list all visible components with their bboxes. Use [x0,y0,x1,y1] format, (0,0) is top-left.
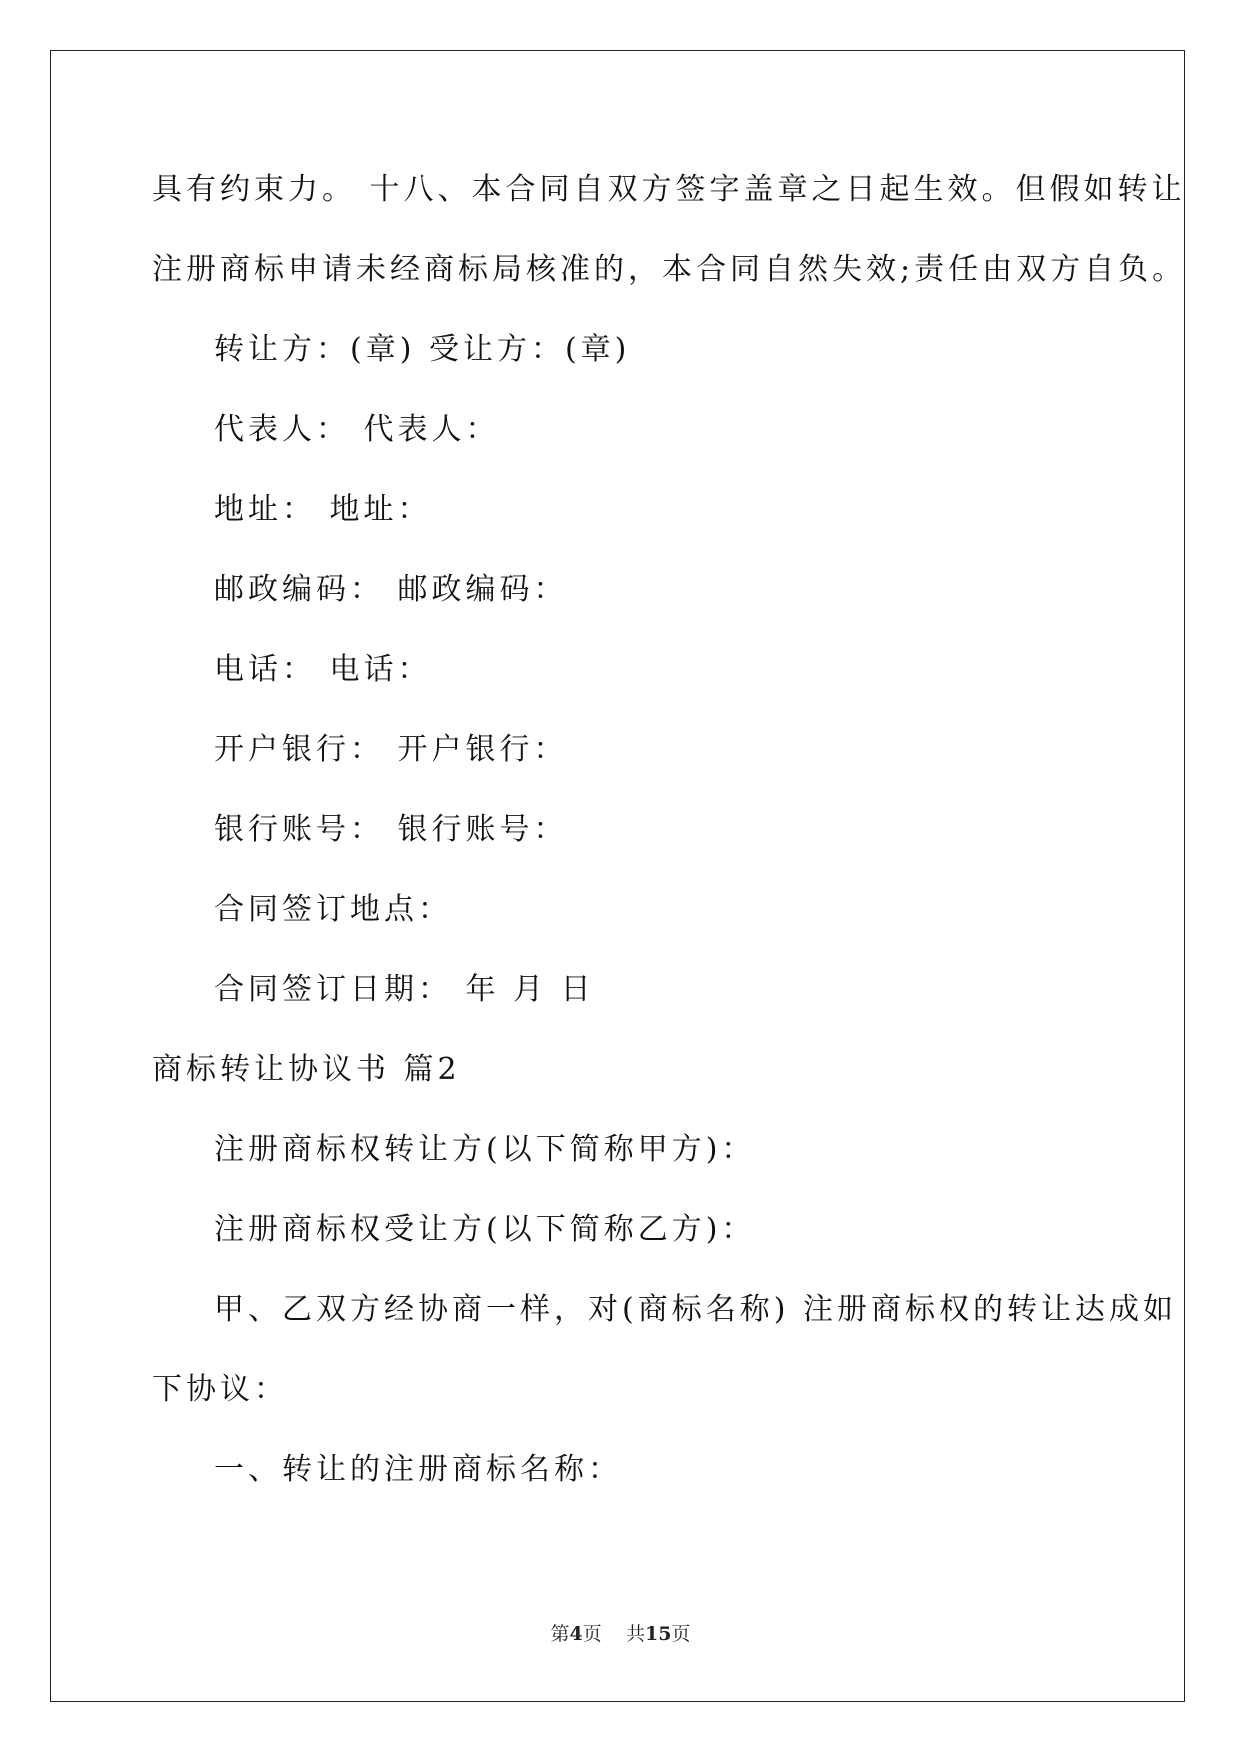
footer-total-prefix: 共 [625,1623,645,1645]
transferor-transferee-seal: 转让方：(章) 受让方：(章) [214,332,631,367]
footer-page-suffix: 页 [582,1623,602,1645]
address-field: 地址： 地址： [214,492,432,527]
footer-total-suffix: 页 [671,1623,691,1645]
footer-page-prefix: 第 [550,1623,570,1645]
body-text-line: 下协议： [152,1372,288,1407]
body-text-line: 甲、乙双方经协商一样，对(商标名称) 注册商标权的转让达成如 [214,1292,1177,1327]
representative-field: 代表人： 代表人： [214,412,500,447]
signing-date-field: 合同签订日期： 年 月 日 [214,972,595,1007]
signing-place-field: 合同签订地点： [214,892,452,927]
page-footer [0,1622,1241,1646]
section-heading: 商标转让协议书 篇2 [152,1052,461,1087]
phone-field: 电话： 电话： [214,652,432,687]
clause-heading: 一、转让的注册商标名称： [214,1452,622,1487]
party-a-line: 注册商标权转让方(以下简称甲方)： [214,1132,756,1167]
footer-current-page: 4 [569,1623,583,1645]
body-text-line: 注册商标申请未经商标局核准的，本合同自然失效;责任由双方自负。 [152,252,1187,287]
party-b-line: 注册商标权受让方(以下简称乙方)： [214,1212,756,1247]
postal-code-field: 邮政编码： 邮政编码： [214,572,568,607]
footer-total-pages: 15 [644,1623,672,1645]
bank-account-field: 银行账号： 银行账号： [214,812,568,847]
body-text-line: 具有约束力。 十八、本合同自双方签字盖章之日起生效。但假如转让 [152,172,1186,207]
bank-field: 开户银行： 开户银行： [214,732,568,767]
